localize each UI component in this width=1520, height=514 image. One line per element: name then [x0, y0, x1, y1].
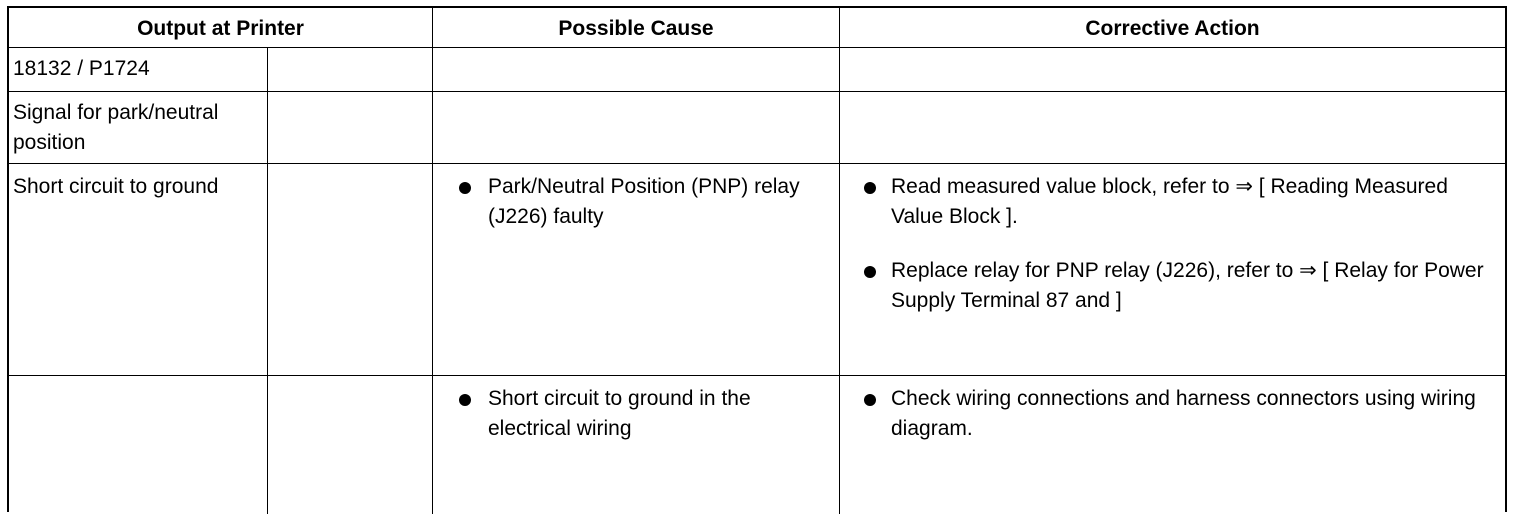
action-list [844, 172, 1501, 316]
fault-condition-cell: Short circuit to ground [9, 164, 268, 375]
fault-description-cell: Signal for park/neutral position [9, 92, 268, 163]
bullet-icon [459, 394, 471, 406]
corrective-action-cell [840, 164, 1505, 375]
bullet-icon [864, 182, 876, 194]
empty-cell [433, 92, 840, 163]
action-list [844, 384, 1501, 444]
list-item [844, 172, 1501, 232]
table-row [9, 92, 1505, 164]
empty-cell [268, 376, 433, 514]
empty-cell [268, 92, 433, 163]
header-output-at-printer: Output at Printer [9, 8, 433, 47]
header-possible-cause: Possible Cause [433, 8, 840, 47]
empty-cell [840, 92, 1505, 163]
list-item [437, 384, 835, 444]
empty-cell [433, 48, 840, 91]
possible-cause-cell [433, 376, 840, 514]
cause-text: Short circuit to ground in the electrical wiring [488, 387, 751, 440]
diagnostic-table [7, 6, 1507, 512]
bullet-icon [864, 394, 876, 406]
table-row [9, 164, 1505, 376]
corrective-action-cell [840, 376, 1505, 514]
empty-cell [268, 164, 433, 375]
action-text: Replace relay for PNP relay (J226), refer to ⇒ [ Relay for Power Supply Terminal 87 and ] [891, 259, 1484, 312]
list-item [437, 172, 835, 232]
empty-cell [840, 48, 1505, 91]
action-text: Check wiring connections and harness connectors using wiring diagram. [891, 387, 1476, 440]
bullet-icon [459, 182, 471, 194]
cause-text: Park/Neutral Position (PNP) relay (J226) faulty [488, 175, 800, 228]
empty-cell [9, 376, 268, 514]
list-item [844, 256, 1501, 316]
table-row [9, 376, 1505, 514]
table-row [9, 48, 1505, 92]
possible-cause-cell [433, 164, 840, 375]
cause-list [437, 384, 835, 444]
table-header-row [9, 8, 1505, 48]
cause-list [437, 172, 835, 232]
bullet-icon [864, 266, 876, 278]
header-corrective-action: Corrective Action [1085, 17, 1260, 40]
empty-cell [268, 48, 433, 91]
list-item [844, 384, 1501, 444]
fault-code-cell: 18132 / P1724 [9, 48, 268, 91]
action-text: Read measured value block, refer to ⇒ [ Reading Measured Value Block ]. [891, 175, 1448, 228]
